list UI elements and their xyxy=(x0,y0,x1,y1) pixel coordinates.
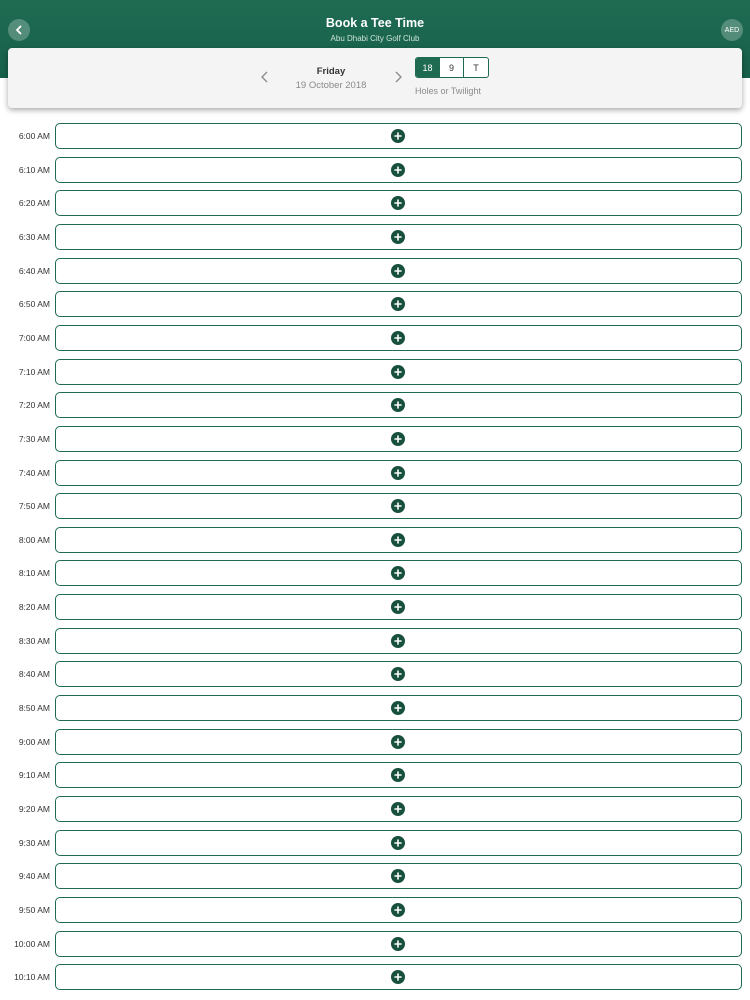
selected-date: 19 October 2018 xyxy=(295,80,367,91)
club-name: Abu Dhabi City Golf Club xyxy=(330,34,420,43)
tee-time-slot[interactable] xyxy=(55,493,742,519)
holes-option-18[interactable]: 18 xyxy=(416,58,440,77)
add-booking-button[interactable] xyxy=(391,163,405,177)
add-booking-button[interactable] xyxy=(391,331,405,345)
tee-time-slot[interactable] xyxy=(55,931,742,957)
tee-time-slot[interactable] xyxy=(55,695,742,721)
tee-time-slot[interactable] xyxy=(55,560,742,586)
currency-button[interactable]: AED xyxy=(721,19,743,41)
plus-circle-icon xyxy=(393,333,403,343)
add-booking-button[interactable] xyxy=(391,196,405,210)
next-day-button[interactable] xyxy=(392,70,404,84)
plus-circle-icon xyxy=(393,568,403,578)
tee-time-slot[interactable] xyxy=(55,291,742,317)
holes-option-9[interactable]: 9 xyxy=(440,58,464,77)
slot-time-label: 8:20 AM xyxy=(18,602,50,613)
tee-time-slot[interactable] xyxy=(55,224,742,250)
plus-circle-icon xyxy=(393,939,403,949)
plus-circle-icon xyxy=(393,198,403,208)
tee-time-slot[interactable] xyxy=(55,426,742,452)
plus-circle-icon xyxy=(393,266,403,276)
slot-time-label: 7:00 AM xyxy=(18,332,50,343)
holes-hint: Holes or Twilight xyxy=(415,86,481,96)
add-booking-button[interactable] xyxy=(391,701,405,715)
plus-circle-icon xyxy=(393,501,403,511)
add-booking-button[interactable] xyxy=(391,869,405,883)
slot-time-label: 8:40 AM xyxy=(18,669,50,680)
plus-circle-icon xyxy=(393,434,403,444)
plus-circle-icon xyxy=(393,838,403,848)
add-booking-button[interactable] xyxy=(391,836,405,850)
plus-circle-icon xyxy=(393,669,403,679)
add-booking-button[interactable] xyxy=(391,735,405,749)
add-booking-button[interactable] xyxy=(391,903,405,917)
tee-time-slot[interactable] xyxy=(55,359,742,385)
slot-time-label: 10:10 AM xyxy=(14,972,50,983)
add-booking-button[interactable] xyxy=(391,634,405,648)
slot-time-label: 6:00 AM xyxy=(18,131,50,141)
tee-time-slot[interactable] xyxy=(55,325,742,351)
page-title: Book a Tee Time xyxy=(325,16,425,30)
slot-time-label: 8:50 AM xyxy=(18,703,50,714)
plus-circle-icon xyxy=(393,972,403,982)
slot-time-label: 6:20 AM xyxy=(18,198,50,209)
add-booking-button[interactable] xyxy=(391,499,405,513)
plus-circle-icon xyxy=(393,602,403,612)
slot-time-label: 7:30 AM xyxy=(18,433,50,444)
tee-time-slot[interactable] xyxy=(55,729,742,755)
add-booking-button[interactable] xyxy=(391,600,405,614)
add-booking-button[interactable] xyxy=(391,667,405,681)
tee-time-slot[interactable] xyxy=(55,157,742,183)
slot-time-label: 7:50 AM xyxy=(18,501,50,512)
slot-time-label: 8:00 AM xyxy=(18,534,50,545)
plus-circle-icon xyxy=(393,299,403,309)
tee-time-slot[interactable] xyxy=(55,964,742,990)
add-booking-button[interactable] xyxy=(391,297,405,311)
slot-time-label: 6:50 AM xyxy=(18,299,50,310)
tee-time-slot[interactable] xyxy=(55,762,742,788)
slot-time-label: 7:40 AM xyxy=(18,467,50,478)
slot-time-label: 9:20 AM xyxy=(18,804,50,814)
slot-time-label: 6:10 AM xyxy=(18,164,50,175)
plus-circle-icon xyxy=(393,535,403,545)
tee-time-slot[interactable] xyxy=(55,190,742,216)
add-booking-button[interactable] xyxy=(391,129,405,143)
add-booking-button[interactable] xyxy=(391,398,405,412)
slot-time-label: 10:00 AM xyxy=(14,938,50,949)
add-booking-button[interactable] xyxy=(391,466,405,480)
selected-day: Friday xyxy=(316,66,346,77)
tee-time-slot[interactable] xyxy=(55,594,742,620)
plus-circle-icon xyxy=(393,131,403,141)
slot-time-label: 8:30 AM xyxy=(18,635,50,646)
slot-time-label: 6:30 AM xyxy=(18,231,50,242)
tee-time-slot[interactable] xyxy=(55,628,742,654)
plus-circle-icon xyxy=(393,737,403,747)
plus-circle-icon xyxy=(393,703,403,713)
plus-circle-icon xyxy=(393,400,403,410)
slot-time-label: 9:10 AM xyxy=(18,770,50,781)
plus-circle-icon xyxy=(393,232,403,242)
slot-time-label: 8:10 AM xyxy=(18,568,50,579)
date-selector-card xyxy=(8,48,742,108)
slot-time-label: 9:50 AM xyxy=(18,904,50,915)
add-booking-button[interactable] xyxy=(391,768,405,782)
plus-circle-icon xyxy=(393,468,403,478)
plus-circle-icon xyxy=(393,367,403,377)
plus-circle-icon xyxy=(393,905,403,915)
slot-time-label: 6:40 AM xyxy=(18,265,50,276)
add-booking-button[interactable] xyxy=(391,566,405,580)
tee-time-slot[interactable] xyxy=(55,123,742,149)
slot-time-label: 9:40 AM xyxy=(18,871,50,882)
plus-circle-icon xyxy=(393,165,403,175)
tee-time-slot[interactable] xyxy=(55,661,742,687)
plus-circle-icon xyxy=(393,636,403,646)
holes-option-twilight[interactable]: T xyxy=(473,62,479,73)
slot-time-label: 7:10 AM xyxy=(18,366,50,377)
slot-time-label: 7:20 AM xyxy=(18,400,50,411)
add-booking-button[interactable] xyxy=(391,432,405,446)
tee-time-slot[interactable] xyxy=(55,527,742,553)
plus-circle-icon xyxy=(393,804,403,814)
add-booking-button[interactable] xyxy=(391,264,405,278)
tee-time-slot[interactable] xyxy=(55,863,742,889)
prev-day-button[interactable] xyxy=(259,70,271,84)
add-booking-button[interactable] xyxy=(391,230,405,244)
slot-time-label: 9:00 AM xyxy=(18,736,50,747)
tee-time-slot[interactable] xyxy=(55,392,742,418)
tee-time-slot[interactable] xyxy=(55,897,742,923)
slot-time-label: 9:30 AM xyxy=(18,837,50,848)
plus-circle-icon xyxy=(393,871,403,881)
tee-time-slot[interactable] xyxy=(55,460,742,486)
add-booking-button[interactable] xyxy=(391,533,405,547)
tee-time-slot[interactable] xyxy=(55,258,742,284)
add-booking-button[interactable] xyxy=(391,970,405,984)
holes-segmented-control xyxy=(415,57,489,78)
add-booking-button[interactable] xyxy=(391,802,405,816)
tee-time-slot[interactable] xyxy=(55,796,742,822)
plus-circle-icon xyxy=(393,770,403,780)
tee-time-slot[interactable] xyxy=(55,830,742,856)
add-booking-button[interactable] xyxy=(391,937,405,951)
add-booking-button[interactable] xyxy=(391,365,405,379)
